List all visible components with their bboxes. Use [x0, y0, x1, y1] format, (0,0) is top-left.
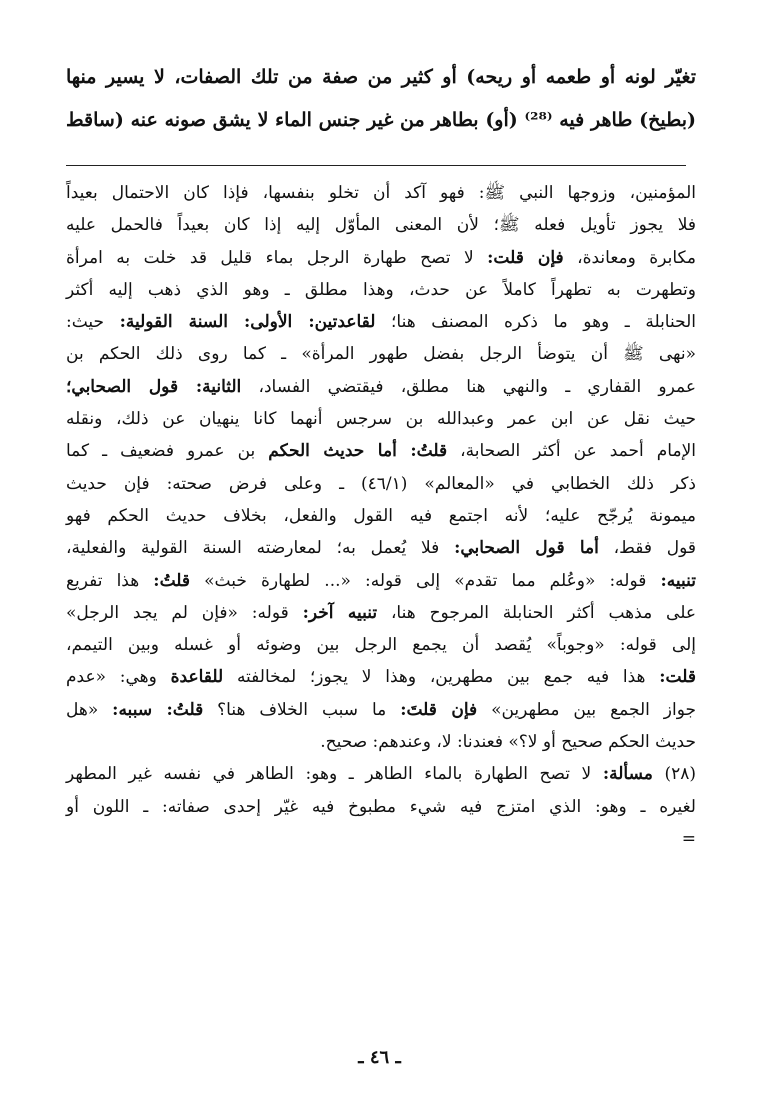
footnote-text: الإمام أحمد عن أكثر الصحابة، — [447, 441, 697, 462]
bold-term: الثانية: قول الصحابي؛ — [66, 376, 242, 397]
footnote-line — [66, 209, 696, 241]
footnote-text: الحنابلة ـ وهو ما ذكره المصنف هنا؛ — [375, 312, 696, 333]
footnote-line — [66, 306, 696, 338]
footnote-line — [66, 661, 696, 693]
footnote-text: «نهى ﷺ أن يتوضأ الرجل بفضل طهور المرأة» ـ كما روى ذلك الحكم بن — [66, 344, 696, 365]
footnote-line — [66, 791, 696, 823]
footnotes — [66, 177, 696, 855]
footnote-text: جواز الجمع بين مطهرين» — [477, 699, 696, 720]
footnote-text: هذا تفريع — [66, 570, 154, 591]
footnote-line — [66, 242, 696, 274]
main-text — [66, 56, 696, 142]
footnote-text: ذكر ذلك الخطابي في «المعالم» (٤٦/١) ـ وعلى فرض صحته: فإن حديث — [66, 473, 696, 494]
footnote-line — [66, 403, 696, 435]
footnote-text: عمرو القفاري ـ والنهي هنا مطلق، فيقتضي الفساد، — [241, 376, 696, 397]
footnote-text: ما سبب الخلاف هنا؟ — [203, 699, 401, 720]
footnote-text: لا تصح طهارة الرجل بماء قليل قد خلت به امرأة — [66, 247, 488, 268]
footnote-line — [66, 597, 696, 629]
footnote-line — [66, 371, 696, 403]
bold-term: أما قول الصحابي: — [454, 538, 599, 559]
footnote-line — [66, 758, 696, 790]
main-text-line: (بطيخ) طاهر فيه ⁽²⁸⁾ (أو) بطاهر من غير جنس الماء لا يشق صونه عنه (ساقط — [66, 109, 696, 131]
bold-term: مسألة: — [602, 764, 653, 785]
bold-term: قلتُ: — [153, 570, 191, 591]
footnote-text: لا تصح الطهارة بالماء الطاهر ـ وهو: الطاهر في نفسه غير المطهر — [66, 764, 603, 785]
footnote-text: بن عمرو فضعيف ـ كما — [66, 441, 269, 462]
footnote-line — [66, 274, 696, 306]
footnote-text: على مذهب أكثر الحنابلة المرجوح هنا، — [377, 602, 696, 623]
footnote-text: قول فقط، — [598, 538, 696, 559]
footnote-text: المؤمنين، وزوجها النبي ﷺ: فهو آكد أن تخلو بنفسها، فإذا كان الاحتمال بعيداً — [66, 183, 696, 203]
main-text-line: تغيّر لونه أو طعمه أو ريحه) أو كثير من صفة من تلك الصفات، لا يسير منها — [66, 66, 696, 88]
bold-term: للقاعدة — [170, 667, 224, 688]
footnote-text: إلى قوله: «وجوباً» يُقصد أن يجمع الرجل بين وضوئه أو غسله وبين التيمم، — [66, 635, 696, 656]
bold-term: تنبيه آخر: — [302, 602, 378, 623]
footnote-line — [66, 500, 696, 532]
footnote-text: حيث: — [66, 312, 120, 333]
bold-term: قلتُ: أما حديث الحكم — [268, 441, 448, 462]
footnote-text: هذا فيه جمع بين مطهرين، وهذا لا يجوز؛ لمخالفته — [223, 667, 660, 688]
bold-term: تنبيه: — [660, 570, 696, 591]
footnote-text: وتطهرت به تطهراً كاملاً عن حدث، وهذا مطلق ـ وهو الذي ذهب إليه أكثر — [66, 279, 696, 300]
footnote-text: مكابرة ومعاندة، — [563, 247, 696, 268]
bold-term: قلت: — [659, 667, 696, 688]
footnote-text: وهي: «عدم — [66, 667, 171, 688]
footnote-line — [66, 468, 696, 500]
footnote-text: فلا يُعمل به؛ لمعارضته السنة القولية والفعلية، — [66, 538, 455, 559]
footnote-line — [66, 629, 696, 661]
footnote-text: (٢٨) — [652, 764, 696, 785]
footnote-line — [66, 532, 696, 564]
footnote-text: حديث الحكم صحيح أو لا؟» فعندنا: لا، وعندهم: صحيح. — [320, 732, 696, 753]
footnote-divider — [66, 165, 686, 166]
footnote-line — [66, 565, 696, 597]
footnote-text: قوله: «وعُلم مما تقدم» إلى قوله: «... لطهارة خبث» — [190, 570, 661, 591]
footnote-line — [66, 177, 696, 209]
footnote-line — [66, 435, 696, 467]
bold-term: فإن قلتَ: — [400, 699, 478, 720]
footnote-text: قوله: «فإن لم يجد الرجل» — [66, 602, 303, 623]
bold-term: قلتُ: سببه: — [112, 699, 204, 720]
bold-term: لقاعدتين: الأولى: السنة القولية: — [119, 312, 376, 333]
footnote-text: ميمونة يُرجّح عليه؛ لأنه اجتمع فيه القول والفعل، بخلاف حديث الحكم فهو — [66, 505, 696, 526]
footnote-text: حيث نقل عن ابن عمر وعبدالله بن سرجس أنهما كانا ينهيان عن ذلك، ونقله — [66, 409, 696, 430]
footnote-text: فلا يجوز تأويل فعله ﷺ؛ لأن المعنى المأوّل إليه إذا كان بعيداً فالحمل عليه — [66, 215, 696, 236]
footnote-text: لغيره ـ وهو: الذي امتزج فيه شيء مطبوخ فيه غيّر إحدى صفاته: ـ اللون أو — [66, 796, 696, 817]
footnote-line — [66, 338, 696, 370]
page-number: ـ ٤٦ ـ — [358, 1047, 401, 1068]
bold-term: فإن قلت: — [487, 247, 564, 268]
footnote-line — [66, 823, 696, 855]
footnote-line — [66, 694, 696, 726]
footnote-text: «هل — [66, 699, 113, 720]
footnote-line — [66, 726, 696, 758]
footnote-text: = — [681, 828, 696, 849]
